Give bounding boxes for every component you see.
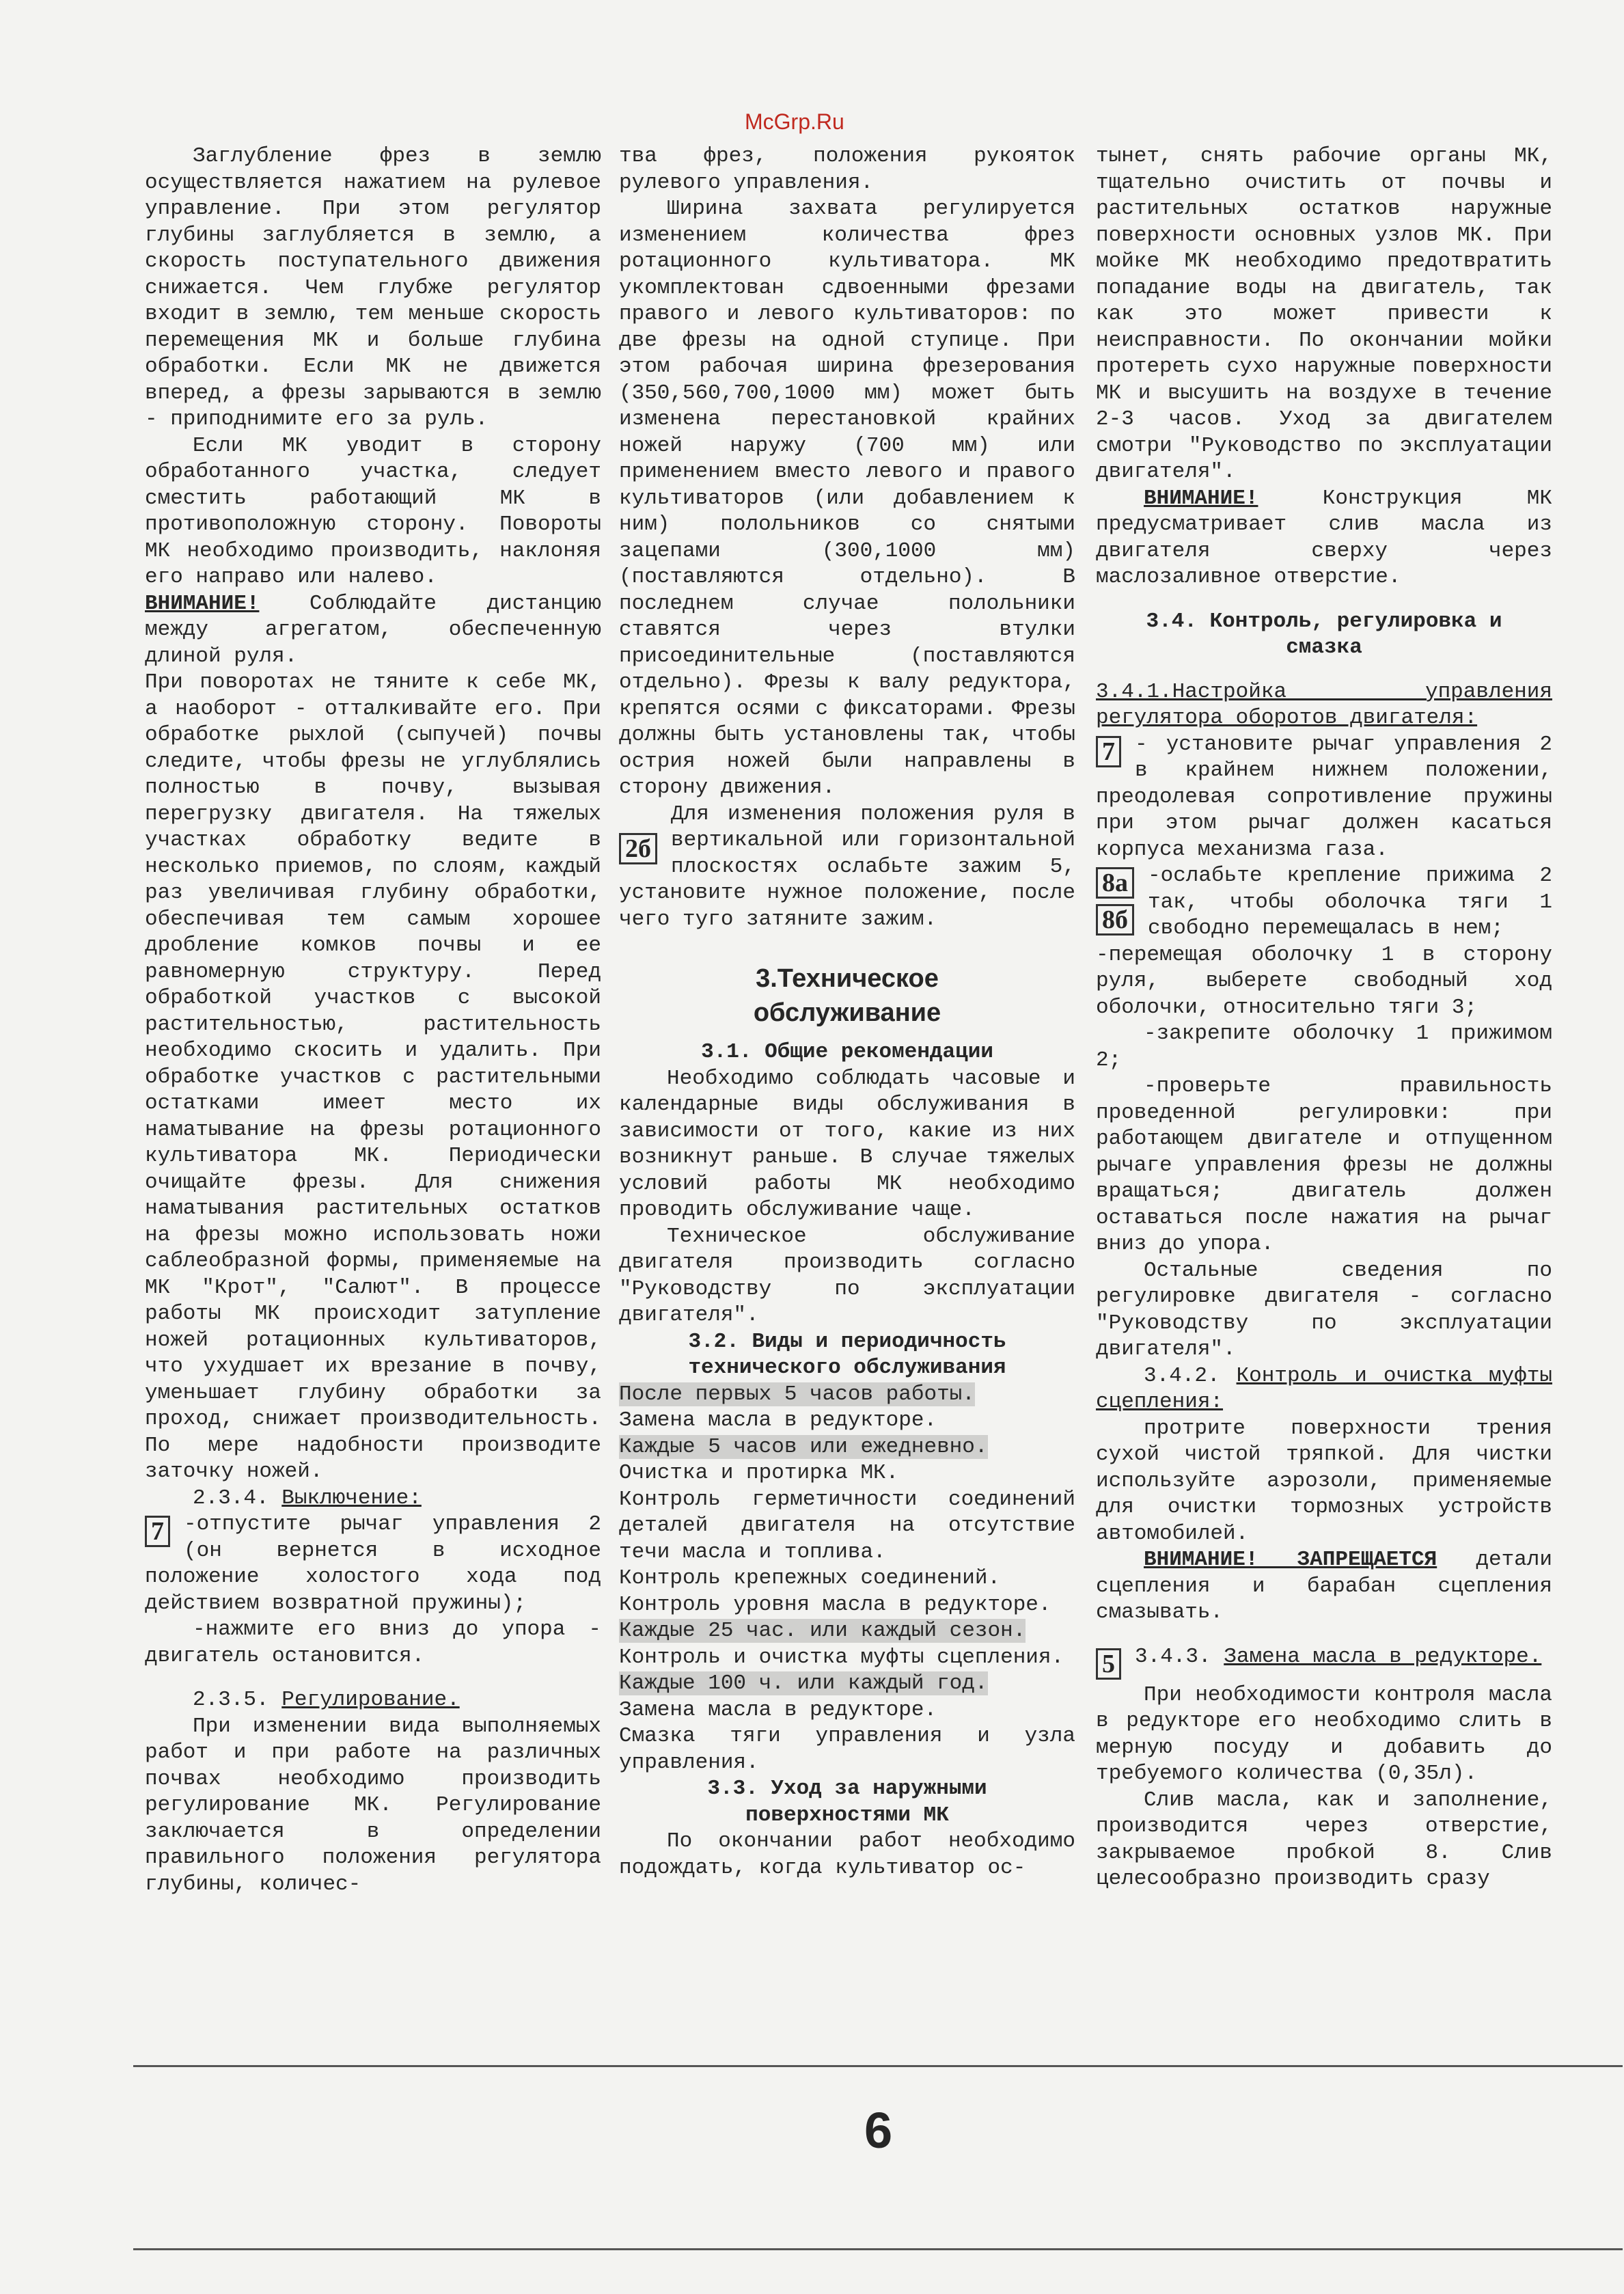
- schedule-item: Замена масла в редукторе.: [619, 1697, 937, 1722]
- page-number: 6: [864, 2102, 893, 2159]
- paragraph: По окончании работ необходимо подождать, когда культиватор ос-: [619, 1829, 1075, 1880]
- paragraph: Остальные сведения по регулировке двигателя - согласно "Руководству по эксплуатации двигателя".: [1096, 1258, 1552, 1361]
- section-3-4-heading: [1096, 609, 1552, 661]
- paragraph: -перемещая оболочку 1 в сторону руля, выберете свободный ход оболочки, относительно тяги 3;: [1096, 942, 1552, 1020]
- paragraph: Слив масла, как и заполнение, производится через отверстие, закрываемое пробкой 8. Слив целесообразно производить сразу: [1096, 1788, 1552, 1891]
- section-3-heading: [619, 961, 1075, 1030]
- schedule-item: Очистка и протирка МК.: [619, 1461, 899, 1485]
- paragraph: Ширина захвата регулируется изменением количества фрез ротационного культиватора. МК укомплектован сдвоенными фрезами правого и левого культиваторов: по две фрезы на одной ступице. При этом рабочая ширина фрезерования (350,560,700,1000 мм) может быть изменена перестановкой крайних ножей наружу (700 мм) или применением вместо левого и правого культиваторов (или добавлением к ним) полольников со снятыми зацепами (300,1000 мм) (поставляются отдельно). В последнем случае полольники ставятся через втулки присоединительные (поставляются отдельно). Фрезы к валу редуктора, крепятся осями с фиксаторами. Фрезы должны быть установлены так, чтобы острия ножей были направлены в сторону движения.: [619, 197, 1075, 800]
- paragraph: При поворотах не тяните к себе МК, а наоборот - отталкивайте его. При обработке рыхлой (сыпучей) почвы следите, чтобы фрезы не углублялись полностью в почву, вызывая перегрузку двигателя. На тяжелых участках обработку ведите в несколько приемов, по слоям, каждый раз увеличивая глубину обработки, обеспечивая тем самым хорошее дробление комков почвы и ее равномерную структуру. Перед обработкой участков с высокой растительностью, растительность необходимо скосить и удалить. При обработке участков с растительными остатками имеет место их наматывание на фрезы ротационного культиватора МК. Периодически очищайте фрезы. Для снижения наматывания растительных остатков на фрезы можно использовать ножи саблеобразной формы, применяемые на МК "Крот", "Салют". В процессе работы МК происходит затупление ножей ротационных культиваторов, что ухудшает их врезание в почву, уменьшает глубину обработки за проход, снижает производительность. По мере надобности производите заточку ножей.: [145, 670, 601, 1484]
- paragraph-text: Для изменения положения руля в вертикальной или горизонтальной плоскостях ослабьте зажим 5, установите нужное положение, после чего туго затяните зажим.: [619, 802, 1075, 931]
- heading-line: 3.2. Виды и периодичность: [688, 1329, 1006, 1354]
- paragraph-text: -ослабьте крепление прижима 2 так, чтобы оболочка тяги 1 свободно перемещалась в нем;: [1148, 864, 1552, 940]
- paragraph: тынет, снять рабочие органы МК, тщательно очистить от почвы и растительных остатков наружные поверхности основных узлов МК. При мойке МК необходимо предотвратить попадание воды на двигатель, так как это может привести к неисправности. По окончании мойки протереть сухо наружные поверхности МК и высушить на воздухе в течение 2-3 часов. Уход за двигателем смотри "Руководство по эксплуатации двигателя".: [1096, 144, 1552, 484]
- section-heading-3-4-2: [1096, 1363, 1552, 1416]
- heading-line: технического обслуживания: [688, 1356, 1006, 1380]
- figure-ref-badge: 7: [1096, 736, 1121, 767]
- figure-ref-badge: 5: [1096, 1648, 1121, 1680]
- schedule-item: Контроль герметичности соединений деталей двигателя на отсутствие течи масла и топлива.: [619, 1487, 1075, 1564]
- paragraph: [1096, 863, 1552, 942]
- paragraph-text: - установите рычаг управления 2 в крайнем нижнем положении, преодолевая сопротивление пружины при этом рычаг должен касаться корпуса механизма газа.: [1096, 732, 1552, 862]
- schedule-item: [619, 1382, 1075, 1408]
- schedule-item: Контроль уровня масла в редукторе.: [619, 1592, 1051, 1617]
- heading-line: 3.Техническое: [756, 964, 939, 993]
- attention-label: ВНИМАНИЕ! ЗАПРЕЩАЕТСЯ: [1144, 1548, 1437, 1572]
- paragraph: При необходимости контроля масла в редукторе его необходимо слить в мерную посуду и добавить до требуемого количества (0,35л).: [1096, 1682, 1552, 1786]
- heading-line: смазка: [1286, 636, 1362, 659]
- attention-label: ВНИМАНИЕ!: [1144, 486, 1258, 510]
- section-3-1-heading: 3.1. Общие рекомендации: [701, 1040, 993, 1064]
- section-3-4-1-heading: 3.4.1.Настройка управления регулятора оборотов двигателя:: [1096, 679, 1552, 730]
- section-number: 2.3.4.: [193, 1486, 282, 1510]
- heading-line: обслуживание: [753, 998, 941, 1027]
- paragraph: [619, 802, 1075, 933]
- section-heading-2-3-4: [145, 1486, 601, 1512]
- schedule-item: Контроль крепежных соединений.: [619, 1566, 1001, 1590]
- footer-divider-top: [133, 2065, 1623, 2067]
- heading-line: поверхностями МК: [745, 1803, 949, 1827]
- schedule-item: Контроль и очистка муфты сцепления.: [619, 1645, 1064, 1669]
- schedule-period: Каждые 100 ч. или каждый год.: [619, 1671, 988, 1695]
- paragraph: [1096, 1547, 1552, 1626]
- paragraph-text: -отпустите рычаг управления 2 (он вернется в исходное положение холостого хода под действием возвратной пружины);: [145, 1512, 601, 1615]
- column-2: [619, 144, 1075, 2036]
- footer-divider-bottom: [133, 2248, 1623, 2250]
- paragraph: Необходимо соблюдать часовые и календарные виды обслуживания в зависимости от того, какие из них возникнут раньше. В случае тяжелых условий работы МК необходимо проводить обслуживание чаще.: [619, 1066, 1075, 1222]
- watermark: McGrp.Ru: [745, 109, 844, 134]
- section-number: 2.3.5.: [193, 1688, 282, 1712]
- section-heading-2-3-5: [145, 1687, 601, 1714]
- paragraph: Если МК уводит в сторону обработанного участка, следует сместить работающий МК в противоположную сторону. Повороты МК необходимо производить, наклоняя его направо или налево.: [145, 433, 601, 589]
- schedule-item: [619, 1434, 1075, 1461]
- paragraph: [145, 591, 601, 670]
- paragraph: При изменении вида выполняемых работ и при работе на различных почвах необходимо производить регулирование МК. Регулирование заключается в определении правильного положения регулятора глубины, количес-: [145, 1714, 601, 1896]
- schedule-item: [619, 1618, 1075, 1645]
- paragraph: [1096, 486, 1552, 591]
- paragraph: [1096, 732, 1552, 864]
- column-3: [1096, 144, 1552, 2036]
- section-title: Выключение:: [281, 1486, 422, 1510]
- schedule-item: [619, 1671, 1075, 1697]
- section-number: 3.4.3.: [1135, 1644, 1224, 1669]
- figure-ref-badge: 8а: [1096, 867, 1134, 899]
- paragraph: протрите поверхности трения сухой чистой тряпкой. Для чистки используйте аэрозоли, применяемые для очистки тормозных устройств автомобилей.: [1096, 1416, 1552, 1546]
- schedule-item: Смазка тяги управления и узла управления.: [619, 1724, 1075, 1775]
- figure-ref-badge: 8б: [1096, 904, 1134, 936]
- column-1: [145, 144, 601, 2036]
- section-title: Контроль и очистка муфты сцепления:: [1096, 1363, 1552, 1414]
- paragraph: тва фрез, положения рукояток рулевого управления.: [619, 144, 1075, 195]
- section-title: Замена масла в редукторе.: [1224, 1644, 1542, 1669]
- figure-ref-badge: 2б: [619, 833, 657, 864]
- paragraph-text: детали сцепления и барабан сцепления смазывать.: [1096, 1548, 1552, 1624]
- section-3-3-heading: [619, 1776, 1075, 1829]
- schedule-period: Каждые 25 час. или каждый сезон.: [619, 1619, 1026, 1643]
- schedule-period: После первых 5 часов работы.: [619, 1382, 975, 1406]
- paragraph-text: Конструкция МК предусматривает слив масла из двигателя сверху через маслозаливное отверстие.: [1096, 486, 1552, 589]
- heading-line: 3.4. Контроль, регулировка и: [1146, 609, 1502, 633]
- paragraph: -проверьте правильность проведенной регулировки: при работающем двигателе и отпущенном рычаге управления фрезы не должны вращаться; двигатель должен оставаться после нажатия на рычаг вниз до упора.: [1096, 1074, 1552, 1256]
- figure-ref-badge: 7: [145, 1516, 170, 1547]
- paragraph: Техническое обслуживание двигателя производить согласно "Руководству по эксплуатации двигателя".: [619, 1224, 1075, 1327]
- section-heading-3-4-3: [1096, 1644, 1552, 1678]
- attention-label: ВНИМАНИЕ!: [145, 591, 260, 616]
- paragraph: -закрепите оболочку 1 прижимом 2;: [1096, 1022, 1552, 1072]
- paragraph: [145, 1512, 601, 1617]
- paragraph: -нажмите его вниз до упора - двигатель остановится.: [145, 1617, 601, 1668]
- section-3-2-heading: [619, 1329, 1075, 1382]
- paragraph: Заглубление фрез в землю осуществляется нажатием на рулевое управление. При этом регулятор глубины заглубляется в землю, а скорость поступательного движения снижается. Чем глубже регулятор входит в землю, тем меньше скорость перемещения МК и больше глубина обработки. Если МК не движется вперед, а фрезы зарываются в землю - приподнимите его за руль.: [145, 144, 601, 431]
- schedule-item: Замена масла в редукторе.: [619, 1408, 937, 1432]
- schedule-period: Каждые 5 часов или ежедневно.: [619, 1434, 988, 1459]
- section-title: Регулирование.: [281, 1688, 460, 1712]
- section-number: 3.4.2.: [1144, 1363, 1237, 1388]
- heading-line: 3.3. Уход за наружными: [707, 1777, 987, 1801]
- paragraph-text: Соблюдайте дистанцию между агрегатом, обеспеченную длиной руля.: [145, 591, 601, 668]
